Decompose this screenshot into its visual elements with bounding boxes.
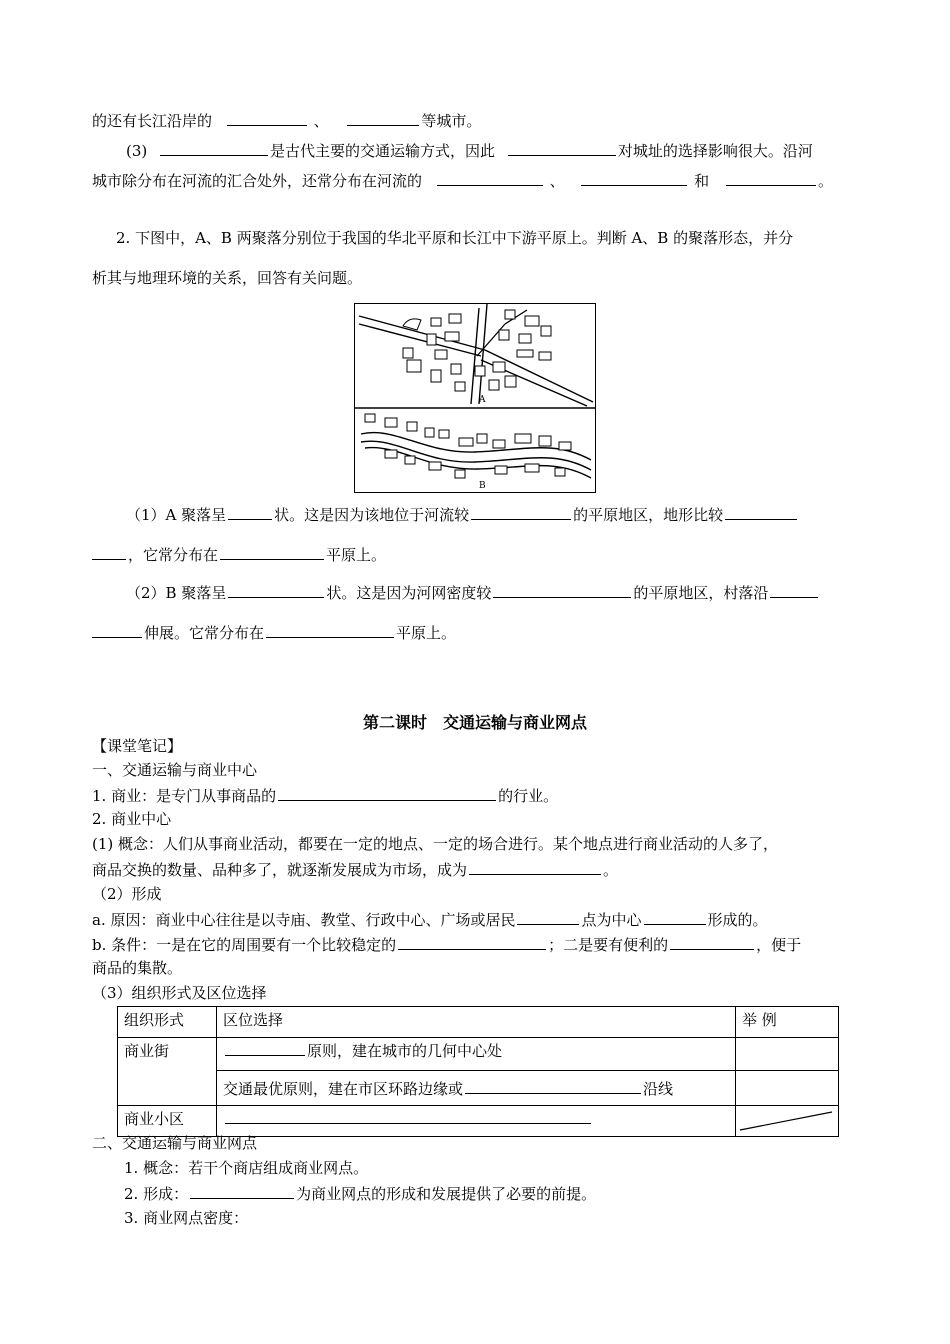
section-heading: 一、交通运输与商业中心	[92, 761, 258, 779]
note-line: 商品交换的数量、品种多了，就逐渐发展成为市场，成为 。	[92, 861, 619, 879]
blank[interactable]	[508, 140, 616, 156]
section-heading: 二、交通运输与商业网点	[92, 1134, 258, 1152]
text-line: 城市除分布在河流的汇合处外，还常分布在河流的 、 和 。	[92, 172, 833, 190]
table-header: 举 例	[736, 1007, 839, 1038]
table-header: 区位选择	[217, 1007, 736, 1038]
question-text: 析其与地理环境的关系，回答有关问题。	[92, 269, 363, 287]
blank[interactable]	[227, 110, 307, 126]
text-line: (3) 是古代主要的交通运输方式，因此 对城址的选择影响很大。沿河	[126, 142, 813, 160]
blank[interactable]	[278, 785, 496, 801]
question-line: （1）A 聚落呈 状。这是因为该地位于河流较 的平原地区，地形比较	[126, 504, 799, 525]
settlement-map	[355, 304, 595, 492]
blank[interactable]	[644, 909, 706, 925]
figure-label-b: B	[479, 481, 486, 491]
blank[interactable]	[220, 544, 324, 560]
note-line: 3. 商业网点密度：	[124, 1209, 249, 1227]
question-text: 2. 下图中，A、B 两聚落分别位于我国的华北平原和长江中下游平原上。判断 A、B 的聚落形态，并分	[116, 229, 794, 247]
blank[interactable]	[770, 582, 818, 598]
note-line: b. 条件：一是在它的周围要有一个比较稳定的 ；二是要有便利的 ，便于	[92, 936, 802, 954]
text-line: 的还有长江沿岸的 、 等城市。	[92, 112, 482, 130]
blank[interactable]	[725, 504, 797, 520]
note-line: 2. 形成： 为商业网点的形成和发展提供了必要的前提。	[124, 1185, 597, 1203]
note-line: 商品的集散。	[92, 959, 183, 977]
lesson-title: 第二课时 交通运输与商业网点	[362, 713, 587, 732]
table-cell: 商业街	[118, 1038, 217, 1106]
table-cell: 交通最优原则，建在市区环路边缘或 沿线	[217, 1071, 736, 1106]
blank[interactable]	[670, 934, 754, 950]
blank[interactable]	[92, 622, 142, 638]
question-line: （2）B 聚落呈 状。这是因为河网密度较 的平原地区，村落沿	[126, 582, 820, 603]
blank[interactable]	[228, 504, 272, 520]
blank[interactable]	[225, 1108, 591, 1124]
blank[interactable]	[581, 170, 687, 186]
table-cell: 原则，建在城市的几何中心处	[217, 1038, 736, 1071]
note-line: 1. 概念：若干个商店组成商业网点。	[124, 1159, 369, 1177]
blank[interactable]	[190, 1183, 294, 1199]
settlement-figure	[354, 303, 596, 493]
note-line: a. 原因：商业中心往往是以寺庙、教堂、行政中心、广场或居民 点为中心 形成的。	[92, 911, 768, 929]
note-line: 1. 商业：是专门从事商品的 的行业。	[92, 787, 559, 805]
table-row	[118, 1106, 839, 1137]
slash-mark	[736, 1106, 838, 1136]
blank[interactable]	[92, 544, 126, 560]
table-cell: 商业小区	[118, 1106, 217, 1137]
blank[interactable]	[493, 582, 631, 598]
blank[interactable]	[471, 504, 571, 520]
organization-table	[117, 1006, 839, 1137]
blank[interactable]	[437, 170, 543, 186]
table-cell[interactable]	[736, 1038, 839, 1071]
table-header: 组织形式	[118, 1007, 217, 1038]
blank[interactable]	[347, 110, 419, 126]
note-line: （3）组织形式及区位选择	[92, 984, 267, 1002]
table-cell	[736, 1106, 839, 1137]
table-cell[interactable]	[736, 1071, 839, 1106]
table-cell	[217, 1106, 736, 1137]
table-row	[118, 1071, 839, 1106]
blank[interactable]	[398, 934, 546, 950]
blank[interactable]	[160, 140, 268, 156]
blank[interactable]	[726, 170, 816, 186]
blank[interactable]	[517, 909, 579, 925]
question-line: ，它常分布在 平原上。	[92, 544, 386, 565]
table-header-row	[118, 1007, 839, 1038]
table-row	[118, 1038, 839, 1071]
blank[interactable]	[469, 859, 601, 875]
figure-label-a: A	[479, 395, 486, 405]
note-line: (1) 概念：人们从事商业活动，都要在一定的地点、一定的场合进行。某个地点进行商业活动的人多了，	[92, 835, 779, 853]
blank[interactable]	[465, 1078, 641, 1094]
notes-header: 【课堂笔记】	[92, 737, 183, 755]
question-line: 伸展。它常分布在 平原上。	[92, 622, 456, 643]
blank[interactable]	[228, 582, 324, 598]
note-line: （2）形成	[92, 885, 162, 903]
blank[interactable]	[225, 1040, 305, 1056]
blank[interactable]	[266, 622, 394, 638]
note-line: 2. 商业中心	[92, 810, 172, 828]
